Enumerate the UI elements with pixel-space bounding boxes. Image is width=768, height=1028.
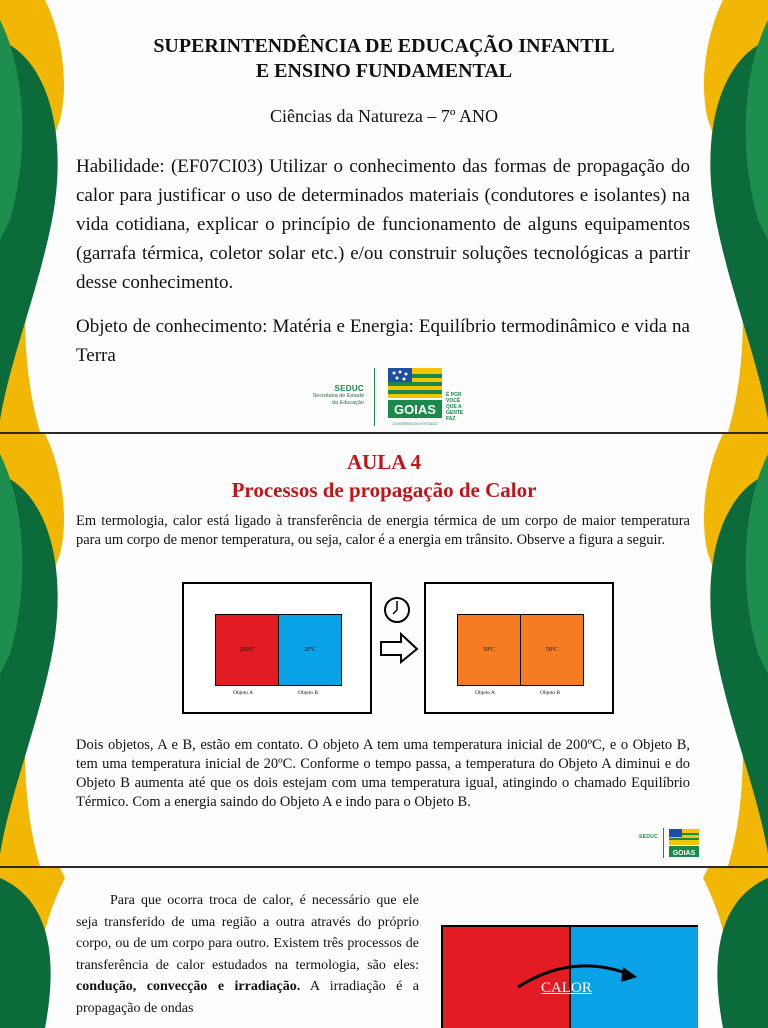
processes-paragraph xyxy=(76,890,419,1019)
seduc-logo xyxy=(300,384,364,407)
seduc-goias-logo xyxy=(300,366,470,428)
object-a-label: Objeto A xyxy=(233,690,254,696)
object-b-temp: 50ºC xyxy=(546,647,558,653)
goias-flag-icon xyxy=(386,366,444,428)
seduc-logo xyxy=(624,834,658,840)
goias-wordmark: GOIAS xyxy=(394,402,436,417)
figure-before-box xyxy=(182,582,372,714)
figure-after-box xyxy=(424,582,614,714)
processes-bold-terms: condução, convecção e irradiação. xyxy=(76,979,301,994)
tagline-line: FAZ xyxy=(446,416,456,422)
object-a-label: Objeto A xyxy=(475,690,496,696)
lesson-title: Processos de propagação de Calor xyxy=(231,478,537,502)
object-a-after xyxy=(457,614,521,686)
logo-tagline xyxy=(446,392,463,422)
seduc-sub2: da Educação xyxy=(331,400,364,406)
logo-divider xyxy=(374,368,375,426)
page-title xyxy=(0,34,768,84)
clock-icon xyxy=(385,598,409,622)
seduc-label: SEDUC xyxy=(334,384,364,393)
slide-2 xyxy=(0,434,768,866)
title-line-2: E ENSINO FUNDAMENTAL xyxy=(255,60,513,82)
object-b-label: Objeto B xyxy=(298,690,319,696)
object-a-temp: 50ºC xyxy=(483,647,495,653)
seduc-sub1: Secretaria de Estado xyxy=(312,393,364,399)
object-b-temp: 20ºC xyxy=(304,647,316,653)
object-b-before xyxy=(278,614,342,686)
tagline-line: QUE A xyxy=(446,404,462,410)
heat-transfer-figure xyxy=(441,925,698,1028)
title-line-1: SUPERINTENDÊNCIA DE EDUCAÇÃO INFANTIL xyxy=(153,35,615,57)
objeto-paragraph: Objeto de conhecimento: Matéria e Energia: Equilíbrio termodinâmico e vida na Terra xyxy=(76,316,690,366)
habilidade-paragraph: Habilidade: (EF07CI03) Utilizar o conhecimento das formas de propagação do calor para justificar o uso de determinados materiais (condutores e isolantes) na vida cotidiana, explicar o princípio de funcionamento de alguns equipamentos (garrafa térmica, coletor solar etc.) e/ou construir soluções tecnológicas a partir desse conhecimento. xyxy=(76,156,690,293)
time-transition xyxy=(379,594,419,664)
object-a-before xyxy=(215,614,279,686)
tagline-line: VOCÊ xyxy=(446,398,461,404)
seduc-label: SEDUC xyxy=(638,834,658,840)
logo-divider xyxy=(663,828,664,858)
object-a-temp: 200ºC xyxy=(239,647,255,653)
tagline-line: É POR xyxy=(446,392,462,398)
governo-label: GOVERNO DO ESTADO xyxy=(392,421,438,426)
goias-flag-icon xyxy=(668,828,700,860)
object-b-label: Objeto B xyxy=(540,690,561,696)
description-paragraph: Dois objetos, A e B, estão em contato. O objeto A tem uma temperatura inicial de 200ºC, e o Objeto B, tem uma temperatura inicial de 20ºC. Conforme o tempo passa, a temperatura do Objeto A diminui e do Objeto B aumenta até que os dois estejam com uma temperatura igual, atingindo o chamado Equilíbrio Térmico. Com a energia saindo do Objeto A e indo para o Objeto B. xyxy=(76,737,690,810)
tagline-line: GENTE xyxy=(446,410,464,416)
lesson-heading xyxy=(0,448,768,504)
lesson-number: AULA 4 xyxy=(346,450,422,474)
arrow-right-icon xyxy=(381,634,417,662)
slide-1 xyxy=(0,0,768,432)
goias-wordmark: GOIAS xyxy=(672,850,696,857)
slide-3 xyxy=(0,868,768,1028)
intro-paragraph: Em termologia, calor está ligado à transferência de energia térmica de um corpo de maior temperatura para um corpo de menor temperatura, ou seja, calor é a energia em trânsito. Observe a figura a seguir. xyxy=(76,513,690,548)
object-b-after xyxy=(520,614,584,686)
processes-text-end: A irradiação é a propagação de ondas xyxy=(76,979,419,1016)
calor-label: CALOR xyxy=(541,980,592,996)
seduc-goias-logo-small xyxy=(624,828,702,860)
processes-text-start: Para que ocorra troca de calor, é necessário que ele seja transferido de uma região a outra através do próprio corpo, ou de um corpo para outro. Existem três processos de transferência de calor estudados na termologia, são eles: xyxy=(76,893,419,973)
subject-subtitle: Ciências da Natureza – 7º ANO xyxy=(269,106,498,126)
